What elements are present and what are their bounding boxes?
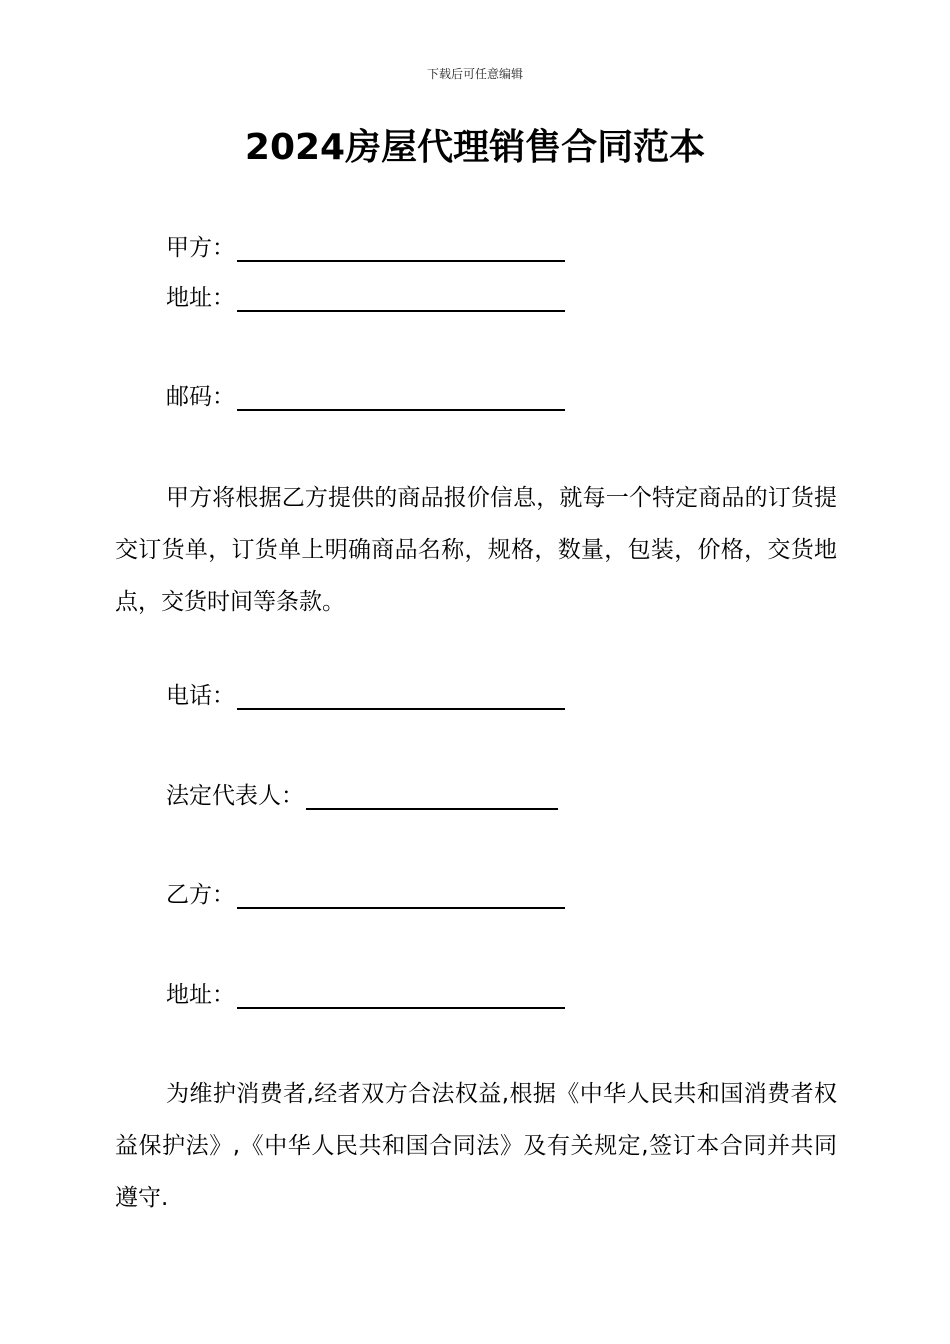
address-a-blank[interactable]	[237, 284, 565, 312]
party-a-field	[166, 230, 565, 266]
address-a-label: 地址：	[166, 285, 235, 311]
party-b-label: 乙方：	[166, 882, 235, 908]
legal-basis-paragraph: 为维护消费者,经者双方合法权益,根据《中华人民共和国消费者权益保护法》,《中华人民共和国合同法》及有关规定,签订本合同并共同遵守.	[115, 1081, 837, 1211]
phone-label: 电话：	[166, 683, 235, 709]
party-b-blank[interactable]	[237, 881, 565, 909]
address-a-field	[166, 280, 565, 316]
party-a-blank[interactable]	[237, 234, 565, 262]
postcode-label: 邮码：	[166, 384, 235, 410]
legal-rep-blank[interactable]	[306, 782, 558, 810]
postcode-field	[166, 379, 565, 415]
party-a-label: 甲方：	[166, 235, 235, 261]
party-b-field	[166, 877, 565, 913]
address-b-blank[interactable]	[237, 981, 565, 1009]
legal-rep-label: 法定代表人：	[166, 783, 304, 809]
phone-blank[interactable]	[237, 682, 565, 710]
phone-field	[166, 678, 565, 714]
document-title: 2024房屋代理销售合同范本	[244, 127, 706, 168]
order-clause-paragraph: 甲方将根据乙方提供的商品报价信息，就每一个特定商品的订货提交订货单，订货单上明确商品名称，规格，数量，包装，价格，交货地点，交货时间等条款。	[115, 485, 837, 615]
postcode-blank[interactable]	[237, 383, 565, 411]
legal-rep-field	[166, 778, 558, 814]
address-b-field	[166, 977, 565, 1013]
address-b-label: 地址：	[166, 982, 235, 1008]
header-note: 下载后可任意编辑	[426, 67, 523, 81]
